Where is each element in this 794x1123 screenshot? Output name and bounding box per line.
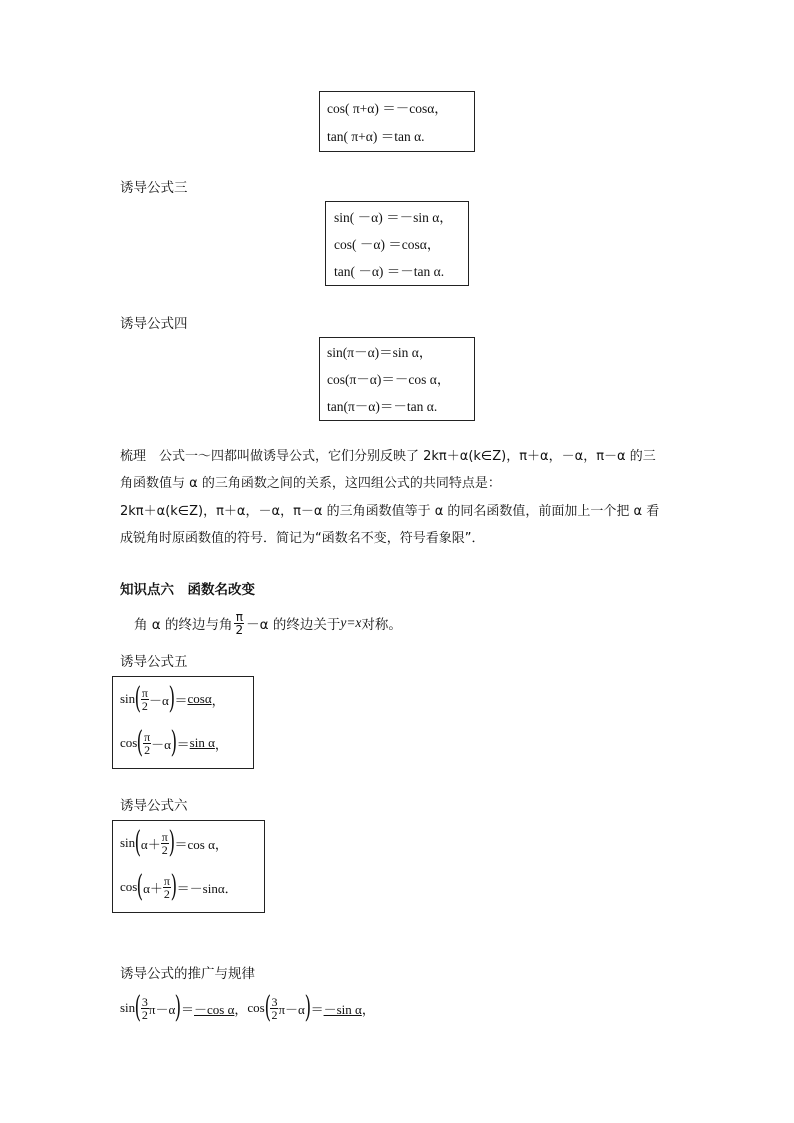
- formula-3-heading: 诱导公式三: [120, 180, 188, 196]
- gen-a-frac: [141, 996, 149, 1021]
- formula-2-line-2: tan( π+α) ＝tan α.: [327, 129, 425, 144]
- formula-4-line-2: cos(π－α)＝－cos α，: [327, 372, 451, 387]
- gen-a-eq: ＝: [180, 1001, 194, 1017]
- f5-l1-num: π: [141, 685, 148, 700]
- f5-l1-frac: [141, 687, 149, 712]
- f5-l1-rparen: ): [168, 681, 175, 716]
- f6-l2-pre: α＋: [143, 880, 163, 896]
- gen-a-ans: －cos α: [194, 1001, 235, 1017]
- gen-b-end: ，: [361, 1001, 375, 1017]
- gen-a-rparen: ): [174, 990, 182, 1025]
- formula-6-line-1: [120, 825, 228, 861]
- f6-l2-rparen: ): [170, 869, 178, 904]
- formula-5-line-2: [120, 725, 228, 761]
- f5-l2-rparen: ): [170, 725, 178, 760]
- f5-l2-den: 2: [144, 742, 151, 757]
- formula-3-line-1: sin( －α) ＝－sin α，: [334, 210, 453, 225]
- f5-l2-inner: －α: [151, 736, 171, 752]
- f6-l1-pre: α＋: [140, 836, 161, 852]
- gen-b-rparen: ): [304, 990, 311, 1025]
- f5-l2-fn: cos: [120, 735, 138, 750]
- f6-l1-fn: sin: [120, 835, 136, 850]
- formula-5-line-1: [120, 681, 225, 717]
- f5-l2-eq: ＝: [176, 736, 190, 752]
- f6-l1-num: π: [161, 829, 168, 844]
- section-6-title: 知识点六 函数名改变: [120, 582, 255, 598]
- gen-a-lparen: (: [134, 990, 142, 1025]
- intro-fraction: [234, 611, 244, 636]
- summary-line-3: 2kπ＋α(k∈Z)，π＋α，－α，π－α 的三角函数值等于 α 的同名函数值，前面加上一个把 α 看: [120, 504, 660, 519]
- formula-2-line-1: cos( π+α) ＝－cosα，: [327, 101, 448, 116]
- generalization-formula: [120, 990, 375, 1026]
- gen-a-num: 3: [141, 994, 148, 1009]
- f6-l2-num: π: [163, 873, 170, 888]
- gen-b-lparen: (: [264, 990, 271, 1025]
- formula-4-line-3: tan(π－α)＝－tan α.: [327, 399, 438, 414]
- f5-l2-ans: sin α: [189, 735, 215, 750]
- formula-6-line-2: [120, 869, 238, 905]
- formula-2-box: [319, 91, 475, 152]
- f5-l1-fn: sin: [120, 691, 136, 706]
- f6-l1-frac: [161, 831, 169, 856]
- gen-a-den: 2: [141, 1007, 148, 1022]
- gen-b-den: 2: [271, 1007, 278, 1022]
- formula-5-heading: 诱导公式五: [120, 654, 188, 670]
- section-6-intro: [134, 606, 402, 640]
- f5-l1-eq: ＝: [174, 692, 188, 708]
- formula-6-box: [112, 820, 265, 913]
- f6-l2-rest: ＝－sinα．: [176, 880, 238, 896]
- gen-b-eq: ＝: [310, 1001, 324, 1017]
- formula-5-box: [112, 676, 254, 769]
- gen-a-sep: ，: [234, 1001, 248, 1017]
- summary-line-2: 角函数值与 α 的三角函数之间的关系，这四组公式的共同特点是：: [120, 476, 501, 491]
- intro-text-end: 对称。: [361, 617, 402, 633]
- intro-frac-den: 2: [235, 622, 244, 637]
- formula-4-heading: 诱导公式四: [120, 316, 188, 332]
- f5-l2-end: ，: [214, 736, 228, 752]
- f6-l2-den: 2: [163, 886, 170, 901]
- gen-b-fn: cos: [247, 1000, 265, 1015]
- intro-yx: y=x: [340, 615, 362, 630]
- f5-l2-num: π: [144, 729, 151, 744]
- f5-l2-lparen: (: [136, 725, 144, 760]
- gen-b-num: 3: [271, 994, 278, 1009]
- summary-line-1: 梳理 公式一～四都叫做诱导公式，它们分别反映了 2kπ＋α(k∈Z)，π＋α，－α，π－α 的三: [120, 449, 656, 464]
- f5-l1-den: 2: [141, 698, 148, 713]
- f5-l1-ans: cosα: [187, 691, 212, 706]
- f6-l2-lparen: (: [136, 869, 144, 904]
- formula-4-box: [319, 337, 475, 421]
- formula-3-box: [325, 201, 469, 286]
- f5-l1-inner: －α: [148, 692, 169, 708]
- f5-l1-lparen: (: [134, 681, 142, 716]
- formula-4-line-1: sin(π－α)＝sin α，: [327, 345, 433, 360]
- f5-l1-end: ，: [211, 692, 225, 708]
- f6-l1-lparen: (: [134, 825, 142, 860]
- intro-frac-num: π: [235, 609, 243, 624]
- f6-l2-fn: cos: [120, 879, 138, 894]
- gen-a-inner: π－α: [148, 1001, 176, 1017]
- intro-text-after: －α 的终边关于: [246, 617, 341, 633]
- formula-3-line-3: tan( －α) ＝－tan α.: [334, 264, 445, 279]
- intro-text-before: 角 α 的终边与角: [134, 617, 233, 633]
- f5-l2-frac: [143, 731, 151, 756]
- summary-line-4: 成锐角时原函数值的符号．简记为“函数名不变，符号看象限”．: [120, 531, 485, 546]
- gen-b-frac: [270, 996, 278, 1021]
- formula-3-line-2: cos( －α) ＝cosα，: [334, 237, 441, 252]
- f6-l1-rest: ＝cos α，: [174, 836, 228, 852]
- gen-b-inner: π－α: [278, 1001, 305, 1017]
- gen-b-ans: －sin α: [323, 1001, 362, 1017]
- f6-l1-rparen: ): [168, 825, 175, 860]
- formula-6-heading: 诱导公式六: [120, 798, 188, 814]
- f6-l1-den: 2: [161, 842, 168, 857]
- gen-a-fn: sin: [120, 1000, 136, 1015]
- generalization-heading: 诱导公式的推广与规律: [120, 966, 255, 982]
